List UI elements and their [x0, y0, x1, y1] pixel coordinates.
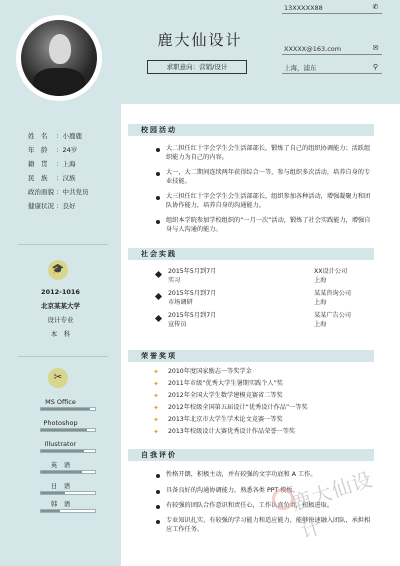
contact-email: [282, 44, 382, 55]
practice-city: 上海: [314, 277, 327, 284]
skill-bar: [40, 449, 96, 453]
info-hometown: [28, 160, 76, 169]
skill-fill: [41, 492, 65, 494]
bullet-dot: [156, 474, 160, 478]
skill-fill: [41, 429, 87, 431]
education-degree: 本 科: [50, 330, 71, 338]
info-name: [28, 132, 82, 141]
practice-city: 上海: [314, 321, 327, 328]
skill-fill: [41, 471, 82, 473]
star-icon: ✦: [153, 368, 159, 376]
avatar-body: [33, 68, 85, 96]
info-value: ：汉族: [56, 174, 76, 182]
avatar-face: [49, 34, 71, 64]
skill-bar: [40, 491, 96, 495]
practice-date: 2015年5月到7月: [168, 290, 217, 297]
header-band: [0, 0, 400, 104]
bullet-dot: [156, 505, 160, 509]
practice-company: 某某咨询公司: [314, 290, 352, 297]
info-age: [28, 146, 77, 155]
info-value: ：上海: [56, 160, 76, 168]
info-value: ：良好: [56, 202, 76, 210]
resume-name: 鹿大仙设计: [157, 31, 243, 49]
skill-fill: [41, 408, 90, 410]
award-item: 2012年全国大学生数学建模竞赛省二等奖: [168, 392, 283, 399]
bullet-diamond: [155, 271, 162, 278]
bullet-dot: [156, 172, 160, 176]
section-practice-header: [128, 248, 374, 260]
campus-item: 组织本学院参加学校组织的“一月一次”活动，锻炼了社会实践能力，增强自身与人沟通的能力。: [166, 217, 371, 233]
skill-fill: [41, 450, 84, 452]
bullet-dot: [156, 220, 160, 224]
profile-photo: [16, 15, 102, 101]
contact-location-text: 上海，浦东: [284, 64, 317, 72]
info-label: 民 族: [28, 174, 48, 182]
campus-item: 大三担任红十字会学生会生活部部长，组织参加各种活动，增强凝聚力和团队协作能力，培养自身的沟通能力。: [166, 193, 371, 209]
evaluation-item: 性格开朗，积极主动，并有较强的文字功底和 A 工作。: [166, 471, 317, 478]
practice-date: 2015年5月到7月: [168, 312, 217, 319]
phone-icon: ✆: [372, 3, 379, 11]
watermark-text: 鹿大仙设计: [288, 466, 376, 544]
info-value: ：小鹿鹿: [56, 132, 82, 140]
sidebar: [0, 104, 121, 566]
info-label: 健康状况: [28, 202, 54, 210]
education-years: 2012-1016: [41, 288, 80, 296]
info-health: [28, 202, 76, 211]
practice-role: 实习: [168, 277, 181, 284]
info-value: ：24岁: [56, 146, 78, 154]
skill-fill: [41, 510, 60, 512]
skill-name: 英 语: [50, 461, 71, 469]
award-item: 2010年度国家励志一等奖学金: [168, 368, 252, 375]
evaluation-item: 具备良好的沟通协调能力，熟悉各类 PPT 模板。: [166, 487, 299, 494]
star-icon: ✦: [153, 428, 159, 436]
watermark: [272, 466, 382, 544]
avatar: [21, 20, 97, 96]
skill-name: Photoshop: [43, 419, 78, 427]
skill-bar: [40, 407, 96, 411]
section-title: 校园活动: [141, 126, 177, 134]
bullet-dot: [156, 148, 160, 152]
info-label: 政治面貌: [28, 188, 54, 196]
bullet-diamond: [155, 315, 162, 322]
practice-company: XX设计公司: [314, 268, 348, 275]
star-icon: ✦: [153, 392, 159, 400]
info-ethnicity: [28, 174, 76, 183]
contact-location: [282, 63, 382, 74]
skill-name: MS Office: [45, 398, 76, 406]
skill-bar: [40, 509, 96, 513]
evaluation-item: 专业知识扎实，有较强的学习能力和适应能力，能够快速融入团队，承担相应工作任务。: [166, 517, 371, 533]
bullet-diamond: [155, 293, 162, 300]
info-political: [28, 188, 89, 197]
skill-name: 日 语: [50, 482, 71, 490]
info-label: 年 龄: [28, 146, 48, 154]
skill-name: Illustrator: [44, 440, 77, 448]
bullet-dot: [156, 490, 160, 494]
section-awards-header: [128, 350, 374, 362]
award-item: 2013年校级设计大赛优秀设计作品荣誉一等奖: [168, 428, 296, 435]
education-school: 北京某某大学: [41, 302, 80, 310]
skill-bar: [40, 470, 96, 474]
award-item: 2011年市级“优秀大学生暑期实践个人”奖: [168, 380, 283, 387]
bullet-dot: [156, 520, 160, 524]
practice-date: 2015年5月到7月: [168, 268, 217, 275]
section-title: 社会实践: [141, 250, 177, 258]
contact-phone: [282, 3, 382, 14]
evaluation-item: 有较强的团队合作意识和责任心，工作认真负责，积极进取。: [166, 502, 334, 509]
skill-bar: [40, 428, 96, 432]
campus-item: 大二担任红十字会学生会生活部部长，锻炼了自己的组织协调能力；活跃组织能力为自己的内容。: [166, 145, 371, 161]
star-icon: ✦: [153, 380, 159, 388]
practice-company: 某某广告公司: [314, 312, 352, 319]
star-icon: ✦: [153, 404, 159, 412]
bullet-dot: [156, 196, 160, 200]
campus-item: 大一，大二期间连续两年获得综合一等，参与组织多次活动，培养自身的专业技能。: [166, 169, 371, 185]
practice-role: 宣传员: [168, 321, 187, 328]
location-icon: ⚲: [372, 63, 379, 71]
info-label: 籍 贯: [28, 160, 48, 168]
education-major: 设计专业: [47, 316, 74, 324]
info-label: 姓 名: [28, 132, 48, 140]
tools-icon: ✂: [48, 368, 68, 388]
star-icon: ✦: [153, 416, 159, 424]
sidebar-divider: [18, 356, 108, 357]
mail-icon: ✉: [372, 44, 379, 52]
graduation-cap-icon: 🎓: [48, 260, 68, 280]
contact-email-text: XXXXX@163.com: [284, 45, 342, 53]
section-title: 荣誉奖项: [141, 352, 177, 360]
section-evaluation-header: [128, 449, 374, 461]
info-value: ：中共党员: [56, 188, 89, 196]
practice-role: 市场调研: [168, 299, 193, 306]
award-item: 2012年校级全国第五届设计“优秀设计作品”一等奖: [168, 404, 308, 411]
award-item: 2013年北京市大学生学术论文竞赛一等奖: [168, 416, 283, 423]
job-intention: 求职意向：营销/设计: [147, 60, 247, 74]
skill-name: 韩 语: [50, 500, 71, 508]
contact-phone-text: 13XXXXX88: [284, 4, 323, 12]
sidebar-divider: [18, 244, 108, 245]
section-title: 自我评价: [141, 451, 177, 459]
practice-city: 上海: [314, 299, 327, 306]
section-campus-header: [128, 124, 374, 136]
